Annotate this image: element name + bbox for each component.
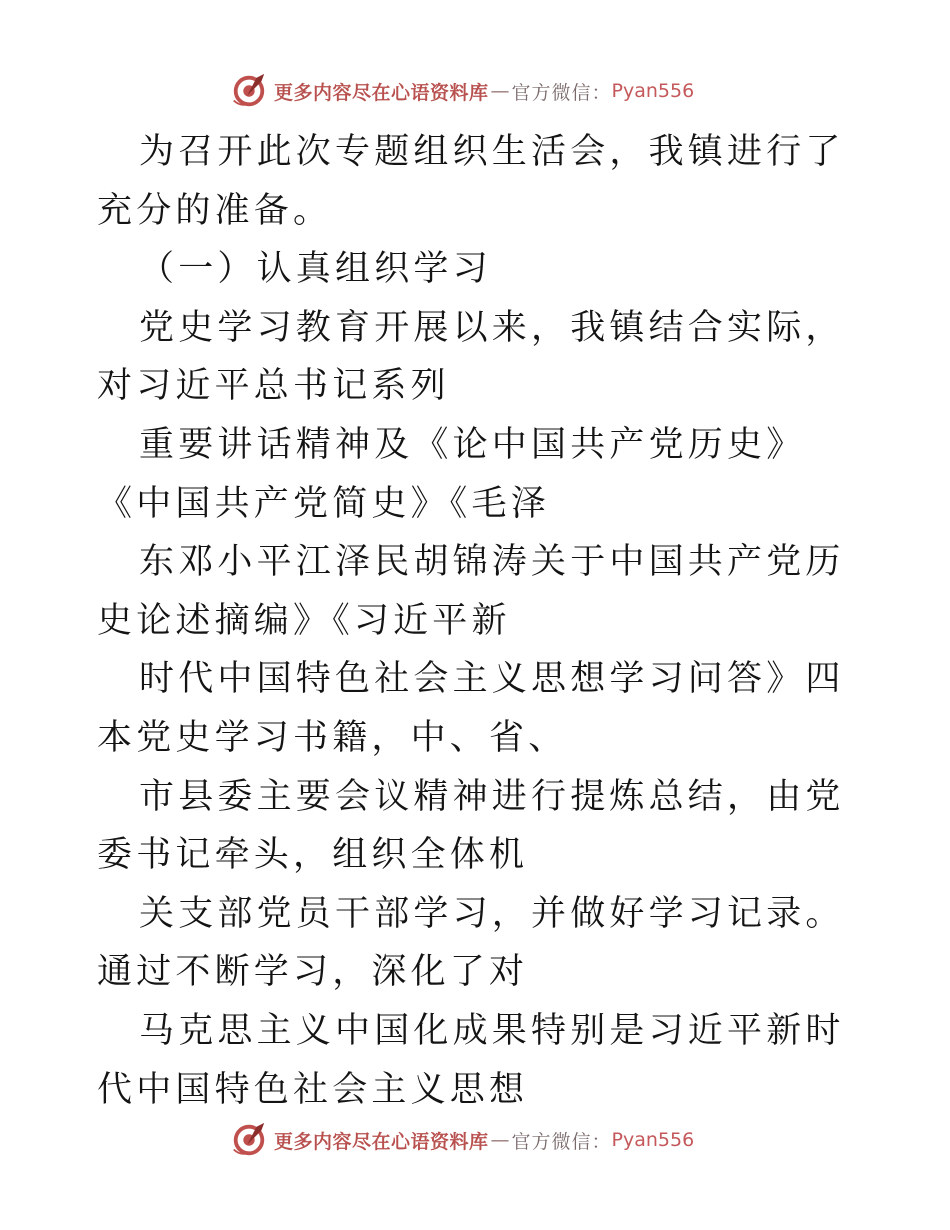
watermark-separator: — xyxy=(490,1129,510,1151)
paragraph: 马克思主义中国化成果特别是习近平新时代中国特色社会主义思想 xyxy=(97,1010,845,1110)
paragraph: 为召开此次专题组织生活会，我镇进行了充分的准备。 xyxy=(97,132,845,231)
watermark-brand: 更多内容尽在心语资料库 xyxy=(274,81,489,104)
paragraph: 时代中国特色社会主义思想学习问答》四本党史学习书籍，中、省、 xyxy=(97,659,845,758)
watermark-official-label: 官方微信： xyxy=(511,81,612,104)
watermark-brand: 更多内容尽在心语资料库 xyxy=(274,1130,489,1153)
section-heading: （一）认真组织学习 xyxy=(139,249,492,290)
paragraph: 关支部党员干部学习，并做好学习记录。通过不断学习，深化了对 xyxy=(97,893,845,993)
pen-logo-icon xyxy=(230,1121,268,1159)
paragraph: 市县委主要会议精神进行提炼总结，由党委书记牵头，组织全体机 xyxy=(97,776,845,876)
watermark-official-label: 官方微信： xyxy=(511,1130,612,1153)
watermark-account: Pyan556 xyxy=(611,1129,695,1151)
watermark-account: Pyan556 xyxy=(611,80,695,102)
paragraph: 党史学习教育开展以来，我镇结合实际，对习近平总书记系列 xyxy=(97,307,845,407)
document-body xyxy=(97,123,857,1119)
paragraph: 东邓小平江泽民胡锦涛关于中国共产党历史论述摘编》《习近平新 xyxy=(97,542,845,641)
header-watermark xyxy=(230,71,694,111)
footer-watermark xyxy=(230,1120,694,1160)
pen-logo-icon xyxy=(230,72,268,110)
watermark-separator: — xyxy=(490,80,510,102)
paragraph: 重要讲话精神及《论中国共产党历史》《中国共产党简史》《毛泽 xyxy=(97,424,806,524)
